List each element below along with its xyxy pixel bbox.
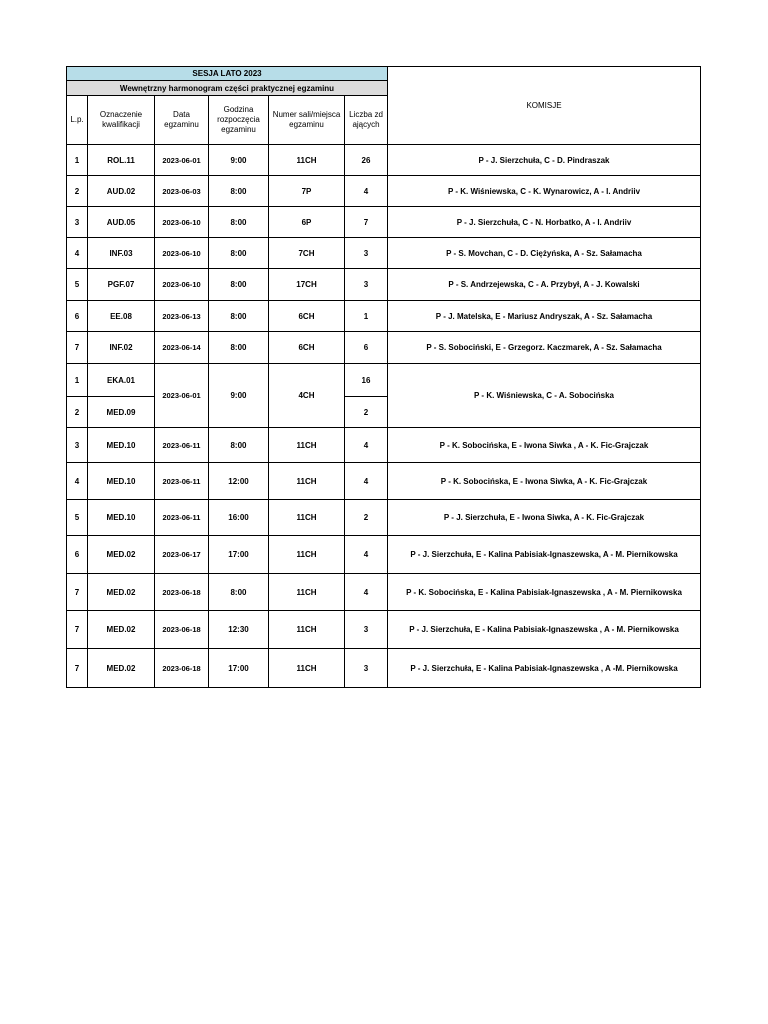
cell-sala: 11CH (269, 574, 345, 611)
cell-lp: 4 (67, 463, 88, 500)
cell-sala: 11CH (269, 611, 345, 649)
cell-sala: 6CH (269, 301, 345, 332)
cell-komisja: P - J. Sierzchuła, C - N. Horbatko, A - I. Andriiv (388, 207, 701, 238)
cell-godzina: 12:30 (209, 611, 269, 649)
table-row (67, 428, 701, 463)
cell-kwalifikacja: MED.09 (88, 397, 155, 428)
cell-godzina: 17:00 (209, 536, 269, 574)
cell-lp: 3 (67, 428, 88, 463)
table-row (67, 611, 701, 649)
cell-sala: 7CH (269, 238, 345, 269)
cell-liczba: 26 (345, 145, 388, 176)
cell-data: 2023-06-14 (155, 332, 209, 364)
cell-godzina: 16:00 (209, 500, 269, 536)
cell-godzina: 8:00 (209, 269, 269, 301)
cell-data: 2023-06-01 (155, 145, 209, 176)
table-row (67, 500, 701, 536)
table-row (67, 536, 701, 574)
cell-godzina: 8:00 (209, 301, 269, 332)
cell-kwalifikacja: MED.10 (88, 428, 155, 463)
komisje-header: KOMISJE (388, 67, 701, 145)
table-row (67, 269, 701, 301)
cell-komisja: P - K. Wiśniewska, C - A. Sobocińska (388, 364, 701, 428)
cell-sala: 17CH (269, 269, 345, 301)
cell-sala: 11CH (269, 145, 345, 176)
cell-godzina: 9:00 (209, 145, 269, 176)
table-row (67, 332, 701, 364)
cell-data: 2023-06-18 (155, 649, 209, 688)
cell-liczba: 16 (345, 364, 388, 397)
table-row (67, 649, 701, 688)
cell-lp: 7 (67, 574, 88, 611)
cell-data: 2023-06-01 (155, 364, 209, 428)
cell-kwalifikacja: ROL.11 (88, 145, 155, 176)
cell-kwalifikacja: MED.02 (88, 611, 155, 649)
cell-kwalifikacja: MED.02 (88, 574, 155, 611)
cell-data: 2023-06-17 (155, 536, 209, 574)
cell-kwalifikacja: MED.02 (88, 536, 155, 574)
cell-komisja: P - S. Andrzejewska, C - A. Przybył, A - J. Kowalski (388, 269, 701, 301)
cell-sala: 11CH (269, 536, 345, 574)
cell-kwalifikacja: MED.10 (88, 500, 155, 536)
cell-kwalifikacja: MED.10 (88, 463, 155, 500)
cell-komisja: P - J. Sierzchuła, E - Kalina Pabisiak-Ignaszewska , A - M. Piernikowska (388, 611, 701, 649)
cell-liczba: 3 (345, 649, 388, 688)
cell-liczba: 3 (345, 238, 388, 269)
cell-data: 2023-06-11 (155, 500, 209, 536)
cell-sala: 4CH (269, 364, 345, 428)
cell-komisja: P - K. Sobocińska, E - Iwona Siwka , A - K. Fic-Grajczak (388, 428, 701, 463)
cell-liczba: 3 (345, 269, 388, 301)
cell-liczba: 4 (345, 428, 388, 463)
table-row (67, 574, 701, 611)
table-row (67, 145, 701, 176)
cell-liczba: 4 (345, 463, 388, 500)
cell-data: 2023-06-03 (155, 176, 209, 207)
cell-godzina: 17:00 (209, 649, 269, 688)
session-row (67, 67, 701, 81)
session-title: SESJA LATO 2023 (67, 67, 388, 81)
cell-liczba: 2 (345, 500, 388, 536)
col-header-godzina: Godzina rozpoczęcia egzaminu (209, 96, 269, 145)
cell-liczba: 4 (345, 176, 388, 207)
cell-liczba: 7 (345, 207, 388, 238)
table-row (67, 301, 701, 332)
cell-godzina: 8:00 (209, 428, 269, 463)
cell-sala: 7P (269, 176, 345, 207)
schedule-subtitle: Wewnętrzny harmonogram części praktycznej egzaminu (67, 81, 388, 96)
cell-kwalifikacja: AUD.05 (88, 207, 155, 238)
cell-komisja: P - J. Sierzchuła, E - Kalina Pabisiak-Ignaszewska , A -M. Piernikowska (388, 649, 701, 688)
cell-kwalifikacja: EE.08 (88, 301, 155, 332)
cell-komisja: P - K. Wiśniewska, C - K. Wynarowicz, A - I. Andriiv (388, 176, 701, 207)
table-row (67, 176, 701, 207)
cell-data: 2023-06-10 (155, 238, 209, 269)
cell-data: 2023-06-11 (155, 428, 209, 463)
cell-lp: 4 (67, 238, 88, 269)
cell-lp: 7 (67, 611, 88, 649)
cell-godzina: 8:00 (209, 238, 269, 269)
table-row (67, 463, 701, 500)
cell-godzina: 8:00 (209, 332, 269, 364)
cell-liczba: 3 (345, 611, 388, 649)
cell-godzina: 8:00 (209, 207, 269, 238)
cell-godzina: 8:00 (209, 176, 269, 207)
cell-komisja: P - S. Movchan, C - D. Ciężyńska, A - Sz. Sałamacha (388, 238, 701, 269)
cell-kwalifikacja: INF.03 (88, 238, 155, 269)
cell-komisja: P - J. Sierzchuła, C - D. Pindraszak (388, 145, 701, 176)
cell-komisja: P - K. Sobocińska, E - Iwona Siwka, A - K. Fic-Grajczak (388, 463, 701, 500)
cell-sala: 11CH (269, 500, 345, 536)
cell-liczba: 2 (345, 397, 388, 428)
col-header-liczba: Liczba zdających (345, 96, 388, 145)
cell-godzina: 9:00 (209, 364, 269, 428)
cell-lp: 3 (67, 207, 88, 238)
cell-data: 2023-06-13 (155, 301, 209, 332)
cell-sala: 6P (269, 207, 345, 238)
cell-kwalifikacja: MED.02 (88, 649, 155, 688)
cell-godzina: 12:00 (209, 463, 269, 500)
cell-kwalifikacja: PGF.07 (88, 269, 155, 301)
cell-lp: 5 (67, 500, 88, 536)
cell-kwalifikacja: AUD.02 (88, 176, 155, 207)
cell-data: 2023-06-10 (155, 207, 209, 238)
col-header-data: Data egzaminu (155, 96, 209, 145)
cell-sala: 11CH (269, 649, 345, 688)
col-header-lp: L.p. (67, 96, 88, 145)
cell-lp: 6 (67, 301, 88, 332)
cell-komisja: P - J. Sierzchuła, E - Kalina Pabisiak-Ignaszewska, A - M. Piernikowska (388, 536, 701, 574)
table-row (67, 238, 701, 269)
col-header-kwalifikacja: Oznaczenie kwalifikacji (88, 96, 155, 145)
cell-lp: 1 (67, 364, 88, 397)
table-row (67, 207, 701, 238)
cell-lp: 2 (67, 397, 88, 428)
cell-data: 2023-06-11 (155, 463, 209, 500)
cell-sala: 11CH (269, 463, 345, 500)
cell-data: 2023-06-18 (155, 611, 209, 649)
cell-komisja: P - J. Matelska, E - Mariusz Andryszak, A - Sz. Sałamacha (388, 301, 701, 332)
cell-lp: 7 (67, 649, 88, 688)
cell-data: 2023-06-10 (155, 269, 209, 301)
cell-liczba: 1 (345, 301, 388, 332)
exam-schedule-table (66, 66, 701, 688)
cell-komisja: P - K. Sobocińska, E - Kalina Pabisiak-Ignaszewska , A - M. Piernikowska (388, 574, 701, 611)
cell-lp: 6 (67, 536, 88, 574)
cell-lp: 5 (67, 269, 88, 301)
cell-lp: 7 (67, 332, 88, 364)
cell-sala: 6CH (269, 332, 345, 364)
cell-komisja: P - S. Sobociński, E - Grzegorz. Kaczmarek, A - Sz. Sałamacha (388, 332, 701, 364)
cell-liczba: 4 (345, 536, 388, 574)
cell-kwalifikacja: EKA.01 (88, 364, 155, 397)
cell-lp: 1 (67, 145, 88, 176)
cell-sala: 11CH (269, 428, 345, 463)
cell-liczba: 6 (345, 332, 388, 364)
col-header-sala: Numer sali/miejsca egzaminu (269, 96, 345, 145)
table-row (67, 364, 701, 397)
cell-lp: 2 (67, 176, 88, 207)
cell-liczba: 4 (345, 574, 388, 611)
cell-komisja: P - J. Sierzchuła, E - Iwona Siwka, A - K. Fic-Grajczak (388, 500, 701, 536)
cell-data: 2023-06-18 (155, 574, 209, 611)
cell-godzina: 8:00 (209, 574, 269, 611)
cell-kwalifikacja: INF.02 (88, 332, 155, 364)
